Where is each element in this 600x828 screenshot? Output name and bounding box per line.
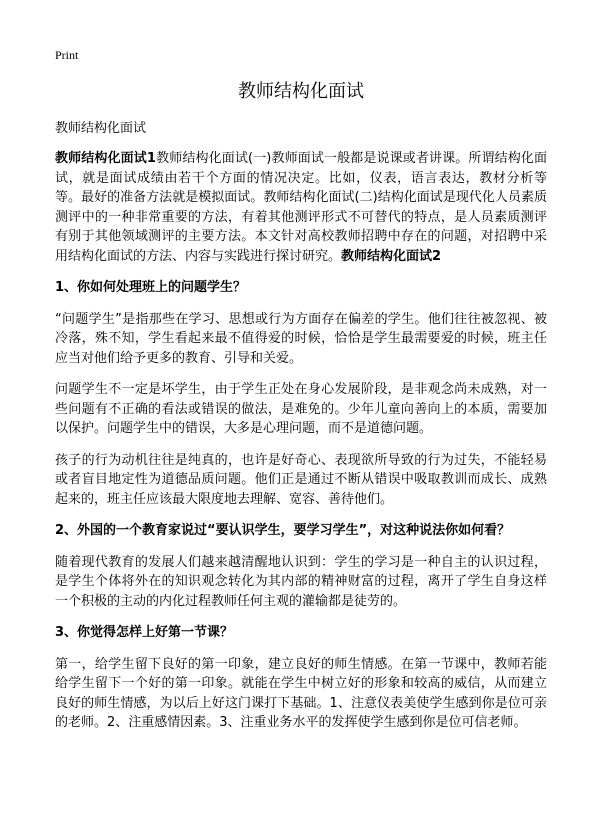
section-3-paragraph-1: 第一，给学生留下良好的第一印象，建立良好的师生情感。在第一节课中，教师若能给学生留下一个好的第一印象。就能在学生中树立好的形象和较高的威信，从而建立良好的师生情感，为以后上好这门课打下基础。1、注意仪表美使学生感到你是位可亲的老师。2、注重感情因素。3、注重业务水平的发挥使学生感到你是位可信老师。 bbox=[55, 656, 547, 730]
section-1-paragraph-1: “问题学生”是指那些在学习、思想或行为方面存在偏差的学生。他们往往被忽视、被冷落，殊不知，学生看起来最不值得爱的时候，恰恰是学生最需要爱的时候，班主任应当对他们给予更多的教育、引导和关爱。 bbox=[55, 311, 547, 366]
document-subtitle: 教师结构化面试 bbox=[55, 121, 147, 136]
print-label: Print bbox=[55, 48, 79, 62]
section-heading-3: 3、你觉得怎样上好第一节课？ bbox=[55, 625, 234, 640]
section-heading-2: 2、外国的一个教育家说过“要认识学生，要学习学生”，对这种说法你如何看？ bbox=[55, 523, 511, 538]
section-2-paragraph-1: 随着现代教育的发展人们越来越清醒地认识到：学生的学习是一种自主的认识过程，是学生个体将外在的知识观念转化为其内部的精神财富的过程，离开了学生自身这样一个积极的主动的内化过程教师任何主观的灌输都是徒劳的。 bbox=[55, 554, 547, 609]
intro-tail: 教师结构化面试2 bbox=[341, 248, 442, 264]
intro-paragraph bbox=[55, 149, 547, 266]
section-heading-1: 1、你如何处理班上的问题学生？ bbox=[55, 280, 247, 295]
section-1-paragraph-3: 孩子的行为动机往往是纯真的，也许是好奇心、表现欲所导致的行为过失，不能轻易或者盲目地定性为道德品质问题。他们正是通过不断从错误中吸取教训而成长、成熟起来的，班主任应该最大限度地去理解、宽容、善待他们。 bbox=[55, 452, 547, 507]
intro-text: 教师结构化面试(一)教师面试一般都是说课或者讲课。所谓结构化面试，就是面试成绩由若干个方面的情况决定。比如，仪表，语言表达，教材分析等等。最好的准备方法就是模拟面试。教师结构化面试(二)结构化面试是现代化人员素质测评中的一种非常重要的方法，有着其他测评形式不可替代的特点，是人员素质测评有别于其他领域测评的主要方法。本文针对高校教师招聘中存在的问题，对招聘中采用结构化面试的方法、内容与实践进行探讨研究。 bbox=[55, 151, 547, 264]
intro-lead: 教师结构化面试1 bbox=[55, 151, 156, 166]
section-1-paragraph-2: 问题学生不一定是坏学生，由于学生正处在身心发展阶段，是非观念尚未成熟，对一些问题有不正确的看法或错误的做法，是难免的。少年儿童向善向上的本质，需要加以保护。问题学生中的错误，大多是心理问题，而不是道德问题。 bbox=[55, 382, 547, 436]
document-title: 教师结构化面试 bbox=[238, 81, 364, 102]
document-body bbox=[55, 149, 547, 745]
